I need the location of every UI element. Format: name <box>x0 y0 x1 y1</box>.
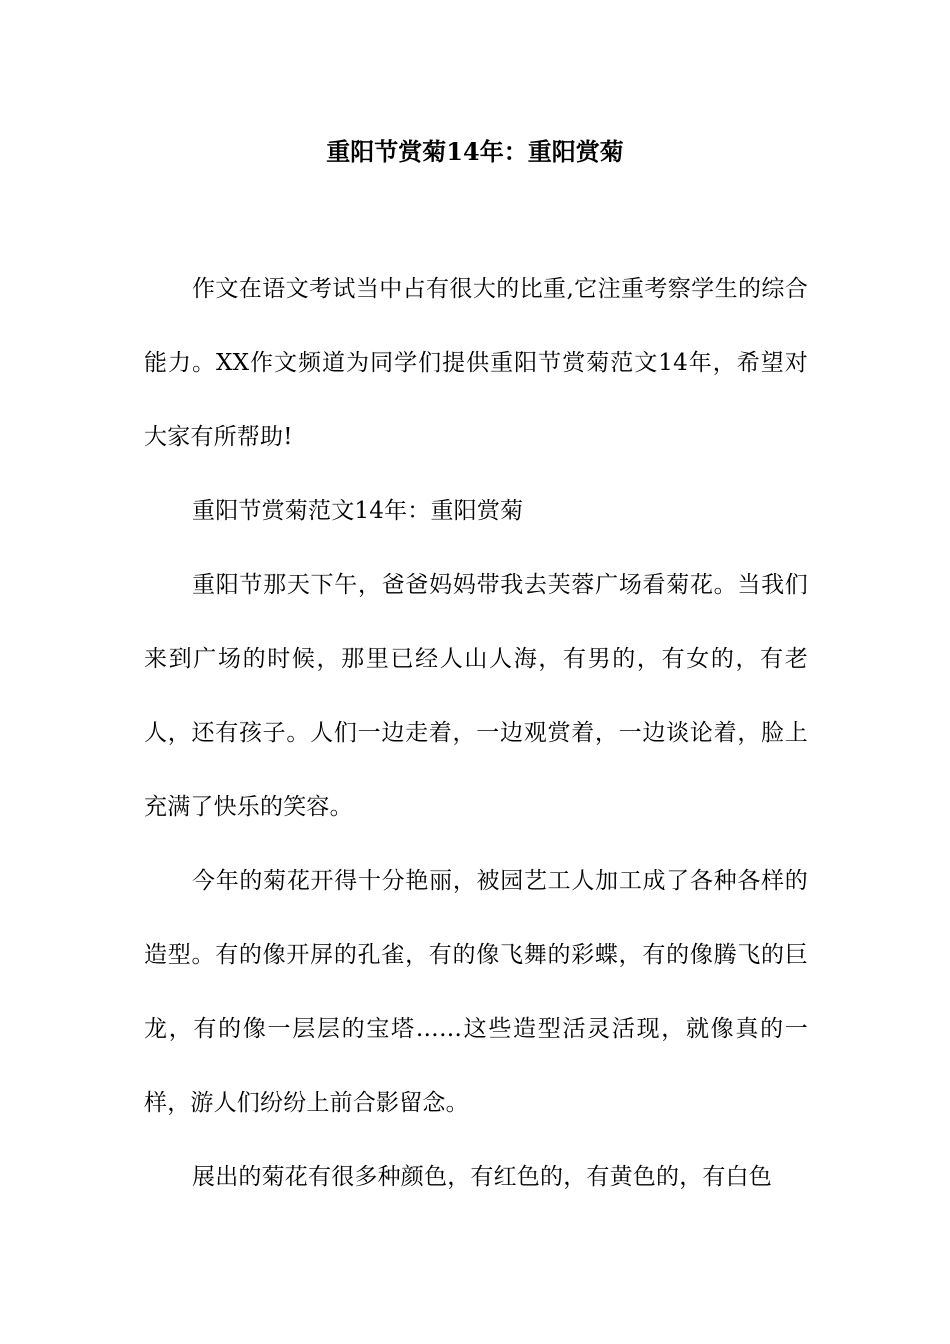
paragraph-colors: 展出的菊花有很多种颜色，有红色的，有黄色的，有白色 <box>192 1164 772 1190</box>
paragraph-subtitle: 重阳节赏菊范文14年：重阳赏菊 <box>192 498 524 524</box>
paragraph-visit: 重阳节那天下午，爸爸妈妈带我去芙蓉广场看菊花。当我们来到广场的时候，那里已经人山人海，有男的，有女的，有老人，还有孩子。人们一边走着，一边观赏着，一边谈论着，脸上充满了快乐的笑容。 <box>144 572 808 820</box>
document-title: 重阳节赏菊14年：重阳赏菊 <box>326 137 624 166</box>
document-body <box>144 252 808 1214</box>
paragraph-shapes: 今年的菊花开得十分艳丽，被园艺工人加工成了各种各样的造型。有的像开屏的孔雀，有的像飞舞的彩蝶，有的像腾飞的巨龙，有的像一层层的宝塔……这些造型活灵活现，就像真的一样，游人们纷纷上前合影留念。 <box>144 868 808 1116</box>
paragraph-intro: 作文在语文考试当中占有很大的比重,它注重考察学生的综合能力。XX作文频道为同学们提供重阳节赏菊范文14年，希望对大家有所帮助! <box>144 276 808 450</box>
